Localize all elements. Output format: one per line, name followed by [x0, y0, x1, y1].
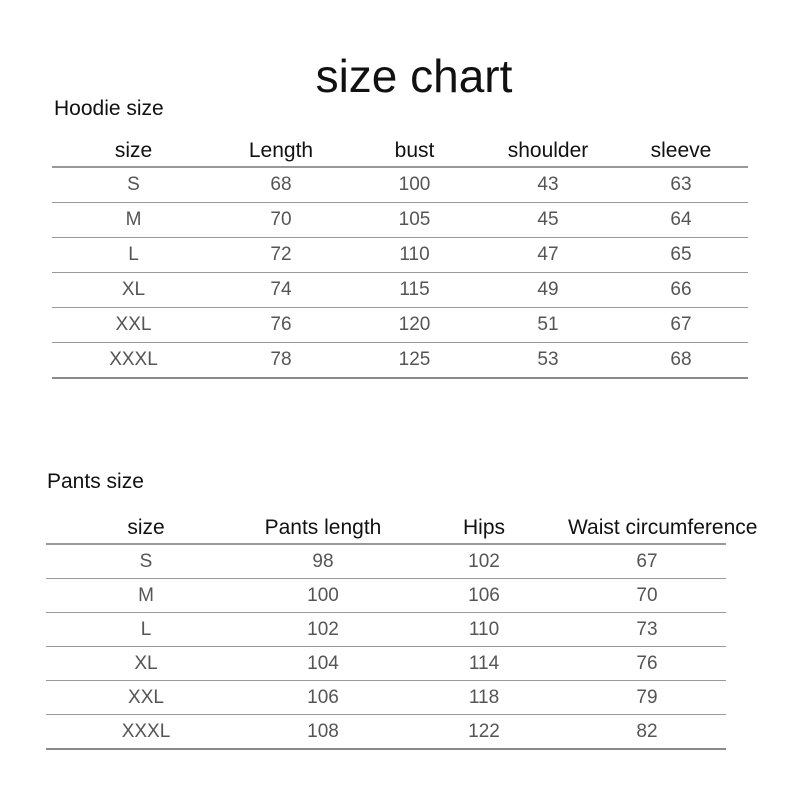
table-cell: XXXL: [46, 715, 246, 750]
column-header-sleeve: sleeve: [614, 128, 748, 167]
table-cell: 43: [482, 167, 614, 203]
table-cell: 73: [568, 613, 726, 647]
table-cell: 67: [614, 308, 748, 343]
table-cell: 100: [246, 579, 400, 613]
table-row: [52, 167, 748, 203]
table-row: [46, 715, 726, 750]
hoodie-size-heading: Hoodie size: [54, 97, 164, 120]
table-cell: 76: [215, 308, 347, 343]
column-header-size: size: [46, 507, 246, 544]
table-cell: 110: [347, 238, 482, 273]
table-cell: 118: [400, 681, 568, 715]
table-cell: 104: [246, 647, 400, 681]
table-header-row: [52, 128, 748, 167]
table-cell: 63: [614, 167, 748, 203]
table-cell: 106: [400, 579, 568, 613]
table-cell: XXXL: [52, 343, 215, 379]
table-cell: 115: [347, 273, 482, 308]
table-row: [46, 544, 726, 579]
table-row: [46, 613, 726, 647]
table-cell: XXL: [46, 681, 246, 715]
table-cell: M: [46, 579, 246, 613]
pants-size-table: [46, 507, 758, 750]
table-cell: 67: [568, 544, 726, 579]
table-cell: 78: [215, 343, 347, 379]
table-cell: 45: [482, 203, 614, 238]
table-cell: 53: [482, 343, 614, 379]
table-row: [52, 238, 748, 273]
table-cell: XXL: [52, 308, 215, 343]
table-cell: 98: [246, 544, 400, 579]
table-cell: 49: [482, 273, 614, 308]
table-cell: 102: [400, 544, 568, 579]
table-cell: 70: [215, 203, 347, 238]
table-cell: 106: [246, 681, 400, 715]
column-header-waist-circumference: Waist circumference: [568, 507, 726, 544]
table-cell: 72: [215, 238, 347, 273]
table-row: [46, 681, 726, 715]
table-cell: L: [52, 238, 215, 273]
table-row: [52, 308, 748, 343]
table-cell: 70: [568, 579, 726, 613]
table-cell: 108: [246, 715, 400, 750]
table-cell: 68: [614, 343, 748, 379]
table-cell: S: [52, 167, 215, 203]
table-cell: 125: [347, 343, 482, 379]
table-cell: 120: [347, 308, 482, 343]
table-cell: 79: [568, 681, 726, 715]
table-header-row: [46, 507, 726, 544]
column-header-size: size: [52, 128, 215, 167]
table-cell: 65: [614, 238, 748, 273]
table-cell: 110: [400, 613, 568, 647]
table-cell: XL: [46, 647, 246, 681]
table-cell: S: [46, 544, 246, 579]
hoodie-size-table: [52, 128, 748, 379]
table-cell: 76: [568, 647, 726, 681]
table-row: [46, 647, 726, 681]
table-cell: 114: [400, 647, 568, 681]
table-row: [52, 203, 748, 238]
table-row: [52, 343, 748, 379]
table-cell: 64: [614, 203, 748, 238]
column-header-length: Length: [215, 128, 347, 167]
table-cell: 68: [215, 167, 347, 203]
column-header-bust: bust: [347, 128, 482, 167]
column-header-pants-length: Pants length: [246, 507, 400, 544]
table-cell: 66: [614, 273, 748, 308]
table-cell: 51: [482, 308, 614, 343]
column-header-shoulder: shoulder: [482, 128, 614, 167]
pants-size-heading: Pants size: [47, 470, 144, 493]
table-cell: 122: [400, 715, 568, 750]
table-cell: 47: [482, 238, 614, 273]
table-row: [46, 579, 726, 613]
table-cell: XL: [52, 273, 215, 308]
table-row: [52, 273, 748, 308]
table-cell: 100: [347, 167, 482, 203]
page-title: size chart: [315, 50, 513, 102]
table-cell: 105: [347, 203, 482, 238]
table-cell: 102: [246, 613, 400, 647]
table-cell: M: [52, 203, 215, 238]
column-header-hips: Hips: [400, 507, 568, 544]
table-cell: 82: [568, 715, 726, 750]
table-cell: L: [46, 613, 246, 647]
table-cell: 74: [215, 273, 347, 308]
